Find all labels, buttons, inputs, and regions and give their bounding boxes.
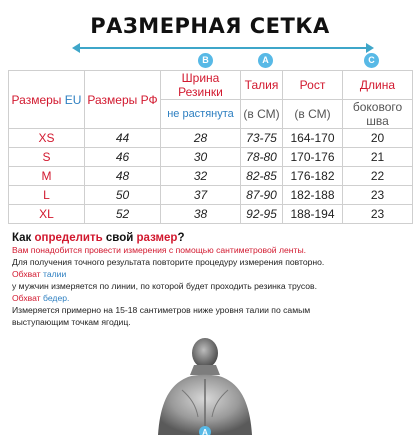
figure-badge-a: A: [202, 428, 208, 435]
cell-length: 23: [343, 186, 413, 205]
cell-waist: 87-90: [241, 186, 283, 205]
instruction-line-4: Измеряется примерно на 15-18 сантиметров ниже уровня талии по самым: [12, 305, 311, 315]
cell-eu: L: [9, 186, 85, 205]
cell-length: 23: [343, 205, 413, 224]
header-band-bottom: не растянута: [161, 100, 241, 129]
cell-length: 22: [343, 167, 413, 186]
cell-waist: 82-85: [241, 167, 283, 186]
header-waist-top: Талия: [241, 71, 283, 100]
header-height-top: Рост: [283, 71, 343, 100]
cell-height: 164-170: [283, 129, 343, 148]
cell-length: 20: [343, 129, 413, 148]
table-row: [9, 167, 413, 186]
cell-rf: 48: [85, 167, 161, 186]
cell-band: 30: [161, 148, 241, 167]
badge-c: C: [364, 53, 379, 68]
table-row: [9, 186, 413, 205]
cell-eu: XL: [9, 205, 85, 224]
header-waist-bottom: (в СМ): [241, 100, 283, 129]
table-row: [9, 205, 413, 224]
table-row: [9, 148, 413, 167]
cell-rf: 44: [85, 129, 161, 148]
header-height-bottom: (в СМ): [283, 100, 343, 129]
cell-height: 182-188: [283, 186, 343, 205]
cell-length: 21: [343, 148, 413, 167]
hips-heading: Обхват бедер.: [12, 293, 70, 303]
width-arrow-line: [78, 47, 368, 49]
cell-eu: XS: [9, 129, 85, 148]
cell-band: 28: [161, 129, 241, 148]
table-row: [9, 129, 413, 148]
header-band-top: Шрина Резинки: [161, 71, 241, 100]
cell-eu: M: [9, 167, 85, 186]
badge-b: B: [198, 53, 213, 68]
cell-height: 170-176: [283, 148, 343, 167]
cell-band: 32: [161, 167, 241, 186]
cell-band: 37: [161, 186, 241, 205]
instruction-line-5: выступающим точкам ягодиц.: [12, 317, 131, 327]
instruction-line-3: у мужчин измеряется по линии, по которой будет проходить резинка трусов.: [12, 281, 317, 291]
arrow-left-icon: [72, 43, 80, 53]
how-to-section: [12, 232, 412, 328]
cell-eu: S: [9, 148, 85, 167]
cell-waist: 78-80: [241, 148, 283, 167]
cell-height: 176-182: [283, 167, 343, 186]
how-to-title: Как определить свой размер?: [12, 232, 185, 244]
cell-rf: 46: [85, 148, 161, 167]
header-length-top: Длина: [343, 71, 413, 100]
cell-rf: 50: [85, 186, 161, 205]
cell-waist: 92-95: [241, 205, 283, 224]
badge-a: A: [258, 53, 273, 68]
cell-waist: 73-75: [241, 129, 283, 148]
cell-height: 188-194: [283, 205, 343, 224]
arrow-right-icon: [366, 43, 374, 53]
cell-rf: 52: [85, 205, 161, 224]
cell-band: 38: [161, 205, 241, 224]
male-torso-figure: [150, 335, 260, 435]
instruction-line-1: Вам понадобится провести измерения с помощью сантиметровой ленты.: [12, 245, 307, 255]
size-table: [8, 70, 413, 224]
header-rf: Размеры РФ: [85, 71, 161, 129]
instruction-line-2: Для получения точного результата повторите процедуру измерения повторно.: [12, 257, 325, 267]
page-title: РАЗМЕРНАЯ СЕТКА: [90, 14, 330, 38]
header-eu: Размеры EU: [9, 71, 85, 129]
header-length-bottom: бокового шва: [343, 100, 413, 129]
waist-heading: Обхват талии: [12, 269, 67, 279]
